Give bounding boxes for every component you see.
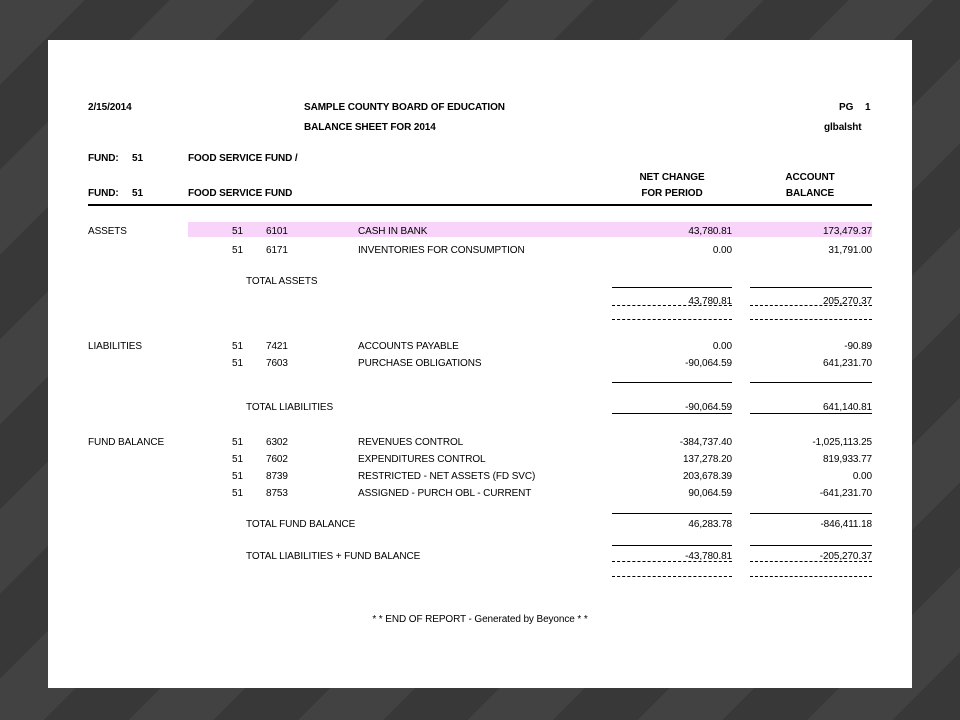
- row-balance: 0.00: [852, 471, 872, 482]
- row-net-change: 43,780.81: [688, 226, 732, 237]
- row-balance: 173,479.37: [822, 226, 872, 237]
- row-fund: 51: [232, 437, 243, 448]
- row-account: 8739: [266, 471, 288, 482]
- row-description: INVENTORIES FOR CONSUMPTION: [358, 245, 525, 256]
- organization-name: SAMPLE COUNTY BOARD OF EDUCATION: [304, 102, 505, 113]
- balance-header: BALANCE: [785, 188, 835, 199]
- row-description: CASH IN BANK: [358, 226, 428, 237]
- end-of-report: * * END OF REPORT - Generated by Beyonce * *: [372, 614, 588, 625]
- row-net-change: 0.00: [712, 341, 732, 352]
- account-header: ACCOUNT: [785, 172, 835, 183]
- row-fund: 51: [232, 358, 243, 369]
- total-rule: [750, 287, 872, 288]
- row-fund: 51: [232, 471, 243, 482]
- double-underline: [750, 305, 872, 306]
- row-net-change: 137,278.20: [682, 454, 732, 465]
- row-fund: 51: [232, 488, 243, 499]
- report-code: glbalsht: [824, 122, 862, 133]
- total-assets-balance: 205,270.37: [822, 296, 872, 307]
- row-balance: 31,791.00: [828, 245, 872, 256]
- total-liabilities-net-change: -90,064.59: [685, 402, 732, 413]
- row-description: ACCOUNTS PAYABLE: [358, 341, 459, 352]
- row-description: RESTRICTED - NET ASSETS (FD SVC): [358, 471, 536, 482]
- total-rule: [750, 513, 872, 514]
- total-fund-balance-balance: -846,411.18: [820, 519, 872, 530]
- row-balance: -641,231.70: [819, 488, 872, 499]
- total-rule: [612, 287, 732, 288]
- row-fund: 51: [232, 454, 243, 465]
- total-liabilities-label: TOTAL LIABILITIES: [246, 402, 334, 413]
- fund-name: FOOD SERVICE FUND /: [188, 153, 298, 164]
- row-net-change: 203,678.39: [682, 471, 732, 482]
- row-account: 7421: [266, 341, 288, 352]
- row-balance: 641,231.70: [822, 358, 872, 369]
- total-rule: [750, 545, 872, 546]
- report-date: 2/15/2014: [88, 102, 132, 113]
- fund-number: 51: [132, 188, 143, 199]
- total-fund-balance-label: TOTAL FUND BALANCE: [246, 519, 356, 530]
- double-underline: [612, 319, 732, 320]
- total-assets-label: TOTAL ASSETS: [246, 276, 318, 287]
- report-title: BALANCE SHEET FOR 2014: [304, 122, 436, 133]
- double-underline: [612, 305, 732, 306]
- row-account: 6101: [266, 226, 288, 237]
- double-underline: [612, 576, 732, 577]
- row-description: ASSIGNED - PURCH OBL - CURRENT: [358, 488, 532, 499]
- fund-name: FOOD SERVICE FUND: [188, 188, 293, 199]
- double-underline: [612, 561, 732, 562]
- page-number: 1: [865, 102, 871, 113]
- row-net-change: 0.00: [712, 245, 732, 256]
- row-fund: 51: [232, 245, 243, 256]
- total-rule: [612, 545, 732, 546]
- section-assets: ASSETS: [88, 226, 127, 237]
- row-net-change: -90,064.59: [685, 358, 732, 369]
- total-rule: [750, 382, 872, 383]
- total-liabilities-balance: 641,140.81: [822, 402, 872, 413]
- row-balance: -90.89: [844, 341, 872, 352]
- row-balance: 819,933.77: [822, 454, 872, 465]
- row-net-change: 90,064.59: [688, 488, 732, 499]
- double-underline: [750, 319, 872, 320]
- report-page: [48, 40, 912, 688]
- double-underline: [750, 576, 872, 577]
- total-underline: [612, 413, 732, 414]
- grand-total-label: TOTAL LIABILITIES + FUND BALANCE: [246, 551, 421, 562]
- row-balance: -1,025,113.25: [812, 437, 872, 448]
- total-underline: [750, 413, 872, 414]
- row-net-change: -384,737.40: [679, 437, 732, 448]
- fund-label: FUND:: [88, 188, 119, 199]
- section-liabilities: LIABILITIES: [88, 341, 142, 352]
- row-account: 6171: [266, 245, 288, 256]
- grand-total-net-change: -43,780.81: [685, 551, 732, 562]
- double-underline: [750, 561, 872, 562]
- grand-total-balance: -205,270.37: [819, 551, 872, 562]
- total-assets-net-change: 43,780.81: [688, 296, 732, 307]
- section-fund-balance: FUND BALANCE: [88, 437, 165, 448]
- row-account: 8753: [266, 488, 288, 499]
- row-description: REVENUES CONTROL: [358, 437, 464, 448]
- for-period-header: FOR PERIOD: [641, 188, 703, 199]
- row-fund: 51: [232, 226, 243, 237]
- row-description: EXPENDITURES CONTROL: [358, 454, 486, 465]
- row-description: PURCHASE OBLIGATIONS: [358, 358, 482, 369]
- net-change-header: NET CHANGE: [639, 172, 705, 183]
- header-rule: [88, 204, 872, 206]
- row-account: 6302: [266, 437, 288, 448]
- fund-label: FUND:: [88, 153, 119, 164]
- total-rule: [612, 513, 732, 514]
- row-account: 7602: [266, 454, 288, 465]
- total-rule: [612, 382, 732, 383]
- row-account: 7603: [266, 358, 288, 369]
- total-fund-balance-net-change: 46,283.78: [688, 519, 732, 530]
- row-fund: 51: [232, 341, 243, 352]
- page-label: PG: [839, 102, 854, 113]
- fund-number: 51: [132, 153, 143, 164]
